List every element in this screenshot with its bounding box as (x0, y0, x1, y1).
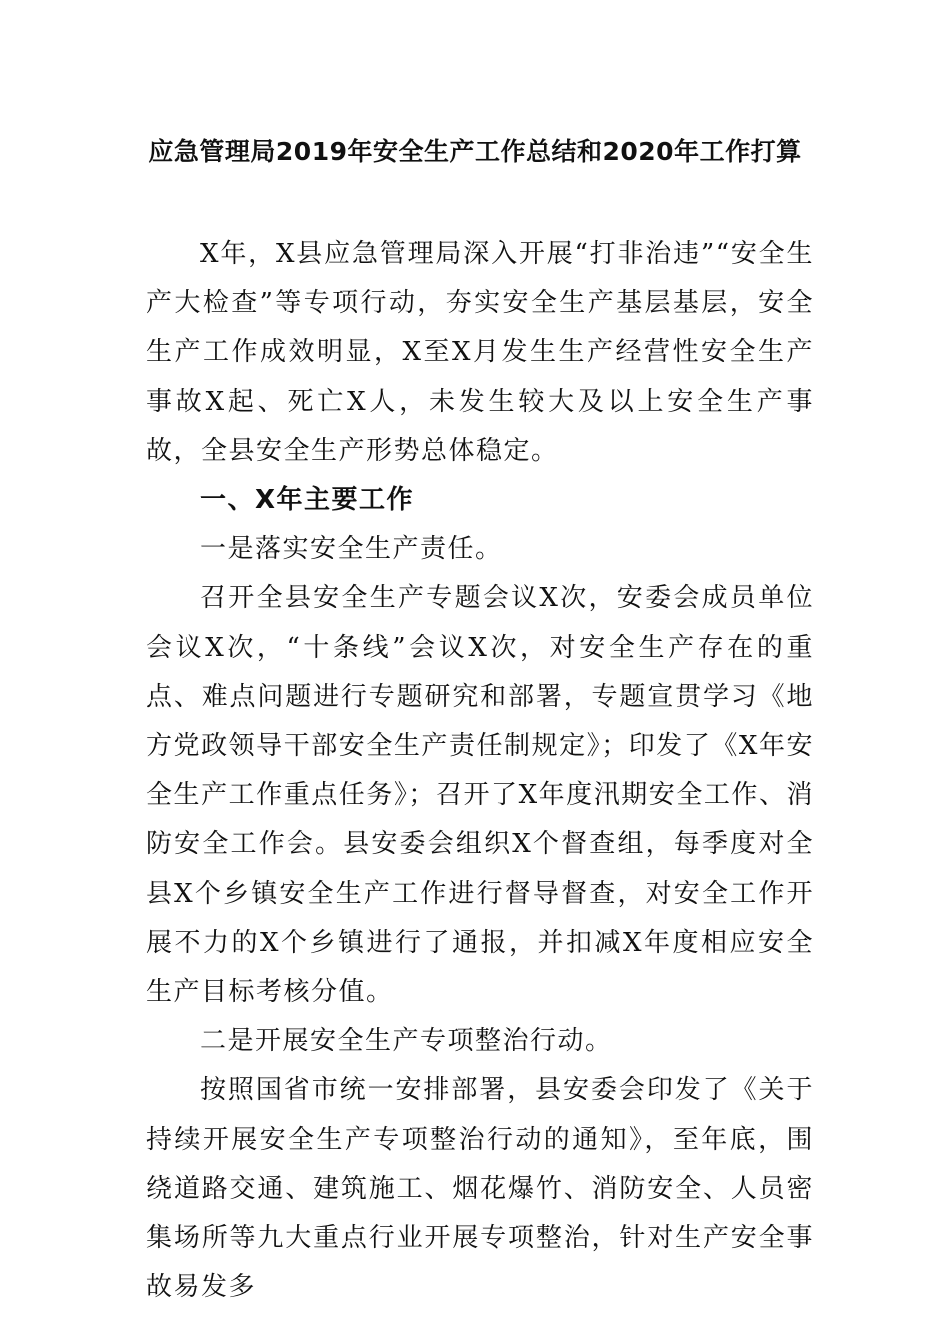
intro-paragraph: X年，X县应急管理局深入开展“打非治违”“安全生产大检查”等专项行动，夯实安全生产基层基层，安全生产工作成效明显，X至X月发生生产经营性安全生产事故X起、死亡X人，未发生较大及以上安全生产事故，全县安全生产形势总体稳定。 (146, 239, 814, 466)
body-paragraph-1: 召开全县安全生产专题会议X次，安委会成员单位会议X次，“十条线”会议X次，对安全生产存在的重点、难点问题进行专题研究和部署，专题宣贯学习《地方党政领导干部安全生产责任制规定》；印发了《X年安全生产工作重点任务》；召开了X年度汛期安全工作、消防安全工作会。县安委会组织X个督查组，每季度对全县X个乡镇安全生产工作进行督导督查，对安全工作开展不力的X个乡镇进行了通报，并扣减X年度相应安全生产目标考核分值。 (146, 583, 814, 1008)
section-heading: 一、X年主要工作 (200, 485, 415, 516)
document-title: 应急管理局2019年安全生产工作总结和2020年工作打算 (148, 137, 802, 166)
body-paragraph-2: 按照国省市统一安排部署，县安委会印发了《关于持续开展安全生产专项整治行动的通知》，至年底，围绕道路交通、建筑施工、烟花爆竹、消防安全、人员密集场所等九大重点行业开展专项整治，针对生产安全事故易发多 (146, 1075, 814, 1303)
subheading-1: 一是落实安全生产责任。 (200, 534, 503, 565)
document-body (146, 230, 814, 1312)
subheading-2: 二是开展安全生产专项整治行动。 (200, 1026, 613, 1057)
